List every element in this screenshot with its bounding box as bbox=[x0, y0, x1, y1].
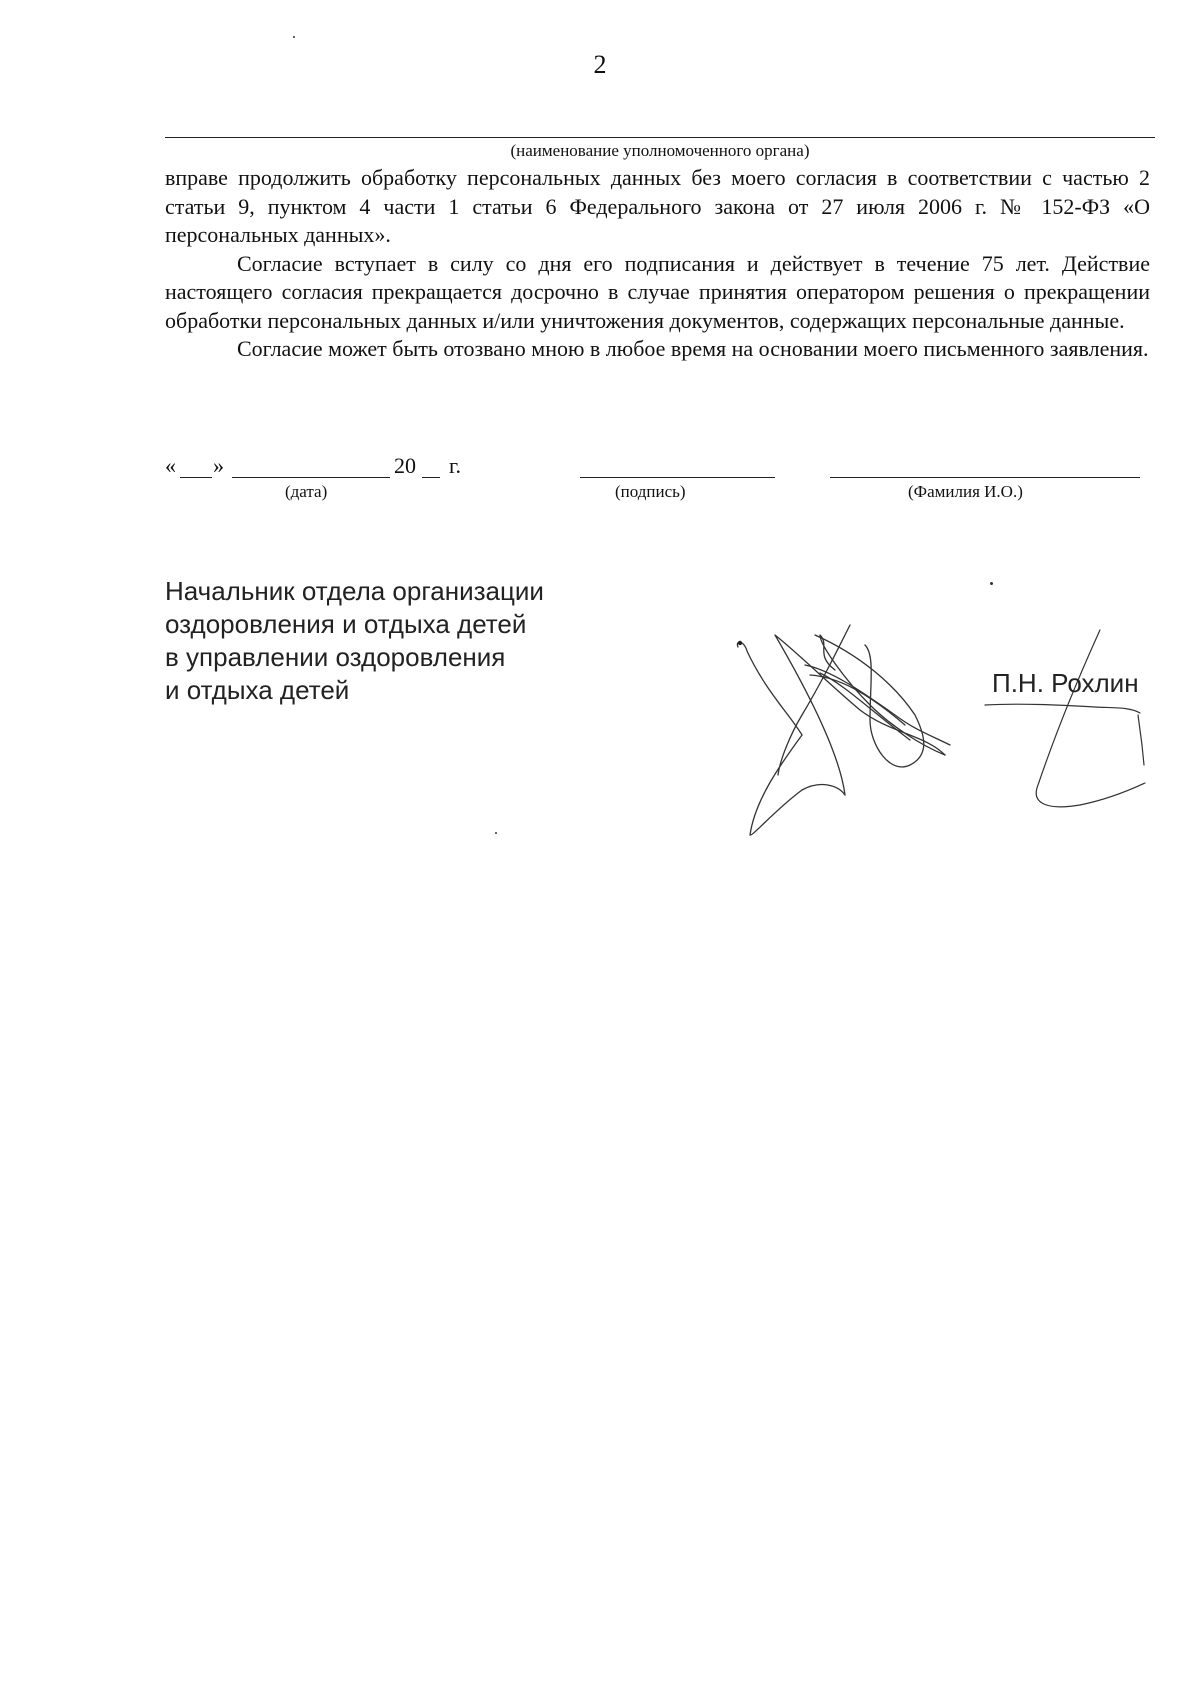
signatory-name: П.Н. Рохлин bbox=[992, 668, 1139, 698]
signatory-title-line: оздоровления и отдыха детей bbox=[165, 609, 527, 639]
year-suffix: г. bbox=[449, 453, 462, 478]
year-prefix: 20 bbox=[394, 453, 416, 478]
signature-blank bbox=[580, 477, 775, 478]
scan-speck bbox=[990, 582, 993, 585]
scan-speck bbox=[495, 832, 497, 834]
signatory-title-line: и отдыха детей bbox=[165, 675, 350, 705]
month-blank bbox=[232, 477, 390, 478]
full-name-caption: (Фамилия И.О.) bbox=[908, 482, 1023, 501]
full-name-blank bbox=[830, 477, 1140, 478]
authorized-organ-caption: (наименование уполномоченного органа) bbox=[510, 141, 810, 160]
signatory-title bbox=[165, 575, 544, 707]
signature-caption: (подпись) bbox=[615, 482, 686, 501]
authorized-organ-line bbox=[165, 137, 1155, 138]
date-quote-open: « bbox=[165, 453, 176, 478]
consent-paragraph-3: Согласие может быть отозвано мною в любое время на основании моего письменного заявления. bbox=[237, 336, 1149, 361]
consent-paragraph-1: вправе продолжить обработку персональных данных без моего согласия в соответствии с частью 2 статьи 9, пунктом 4 части 1 статьи 6 Федерального закона от 27 июля 2006 г. № 152-ФЗ «О персональных данных». bbox=[165, 165, 1150, 247]
date-caption: (дата) bbox=[285, 482, 328, 501]
date-quote-close: » bbox=[213, 453, 224, 478]
consent-paragraph-2: Согласие вступает в силу со дня его подписания и действует в течение 75 лет. Действие настоящего согласия прекращается досрочно в случае принятия оператором решения о прекращении обработки персональных данных и/или уничтожения документов, содержащих персональные данные. bbox=[165, 250, 1150, 333]
year-blank bbox=[422, 477, 440, 478]
handwritten-signature bbox=[720, 615, 1160, 865]
page-number: 2 bbox=[593, 50, 607, 79]
consent-text bbox=[165, 164, 1150, 364]
scan-speck bbox=[293, 36, 295, 38]
signatory-title-line: в управлении оздоровления bbox=[165, 642, 506, 672]
signatory-title-line: Начальник отдела организации bbox=[165, 576, 544, 606]
day-blank bbox=[180, 477, 212, 478]
